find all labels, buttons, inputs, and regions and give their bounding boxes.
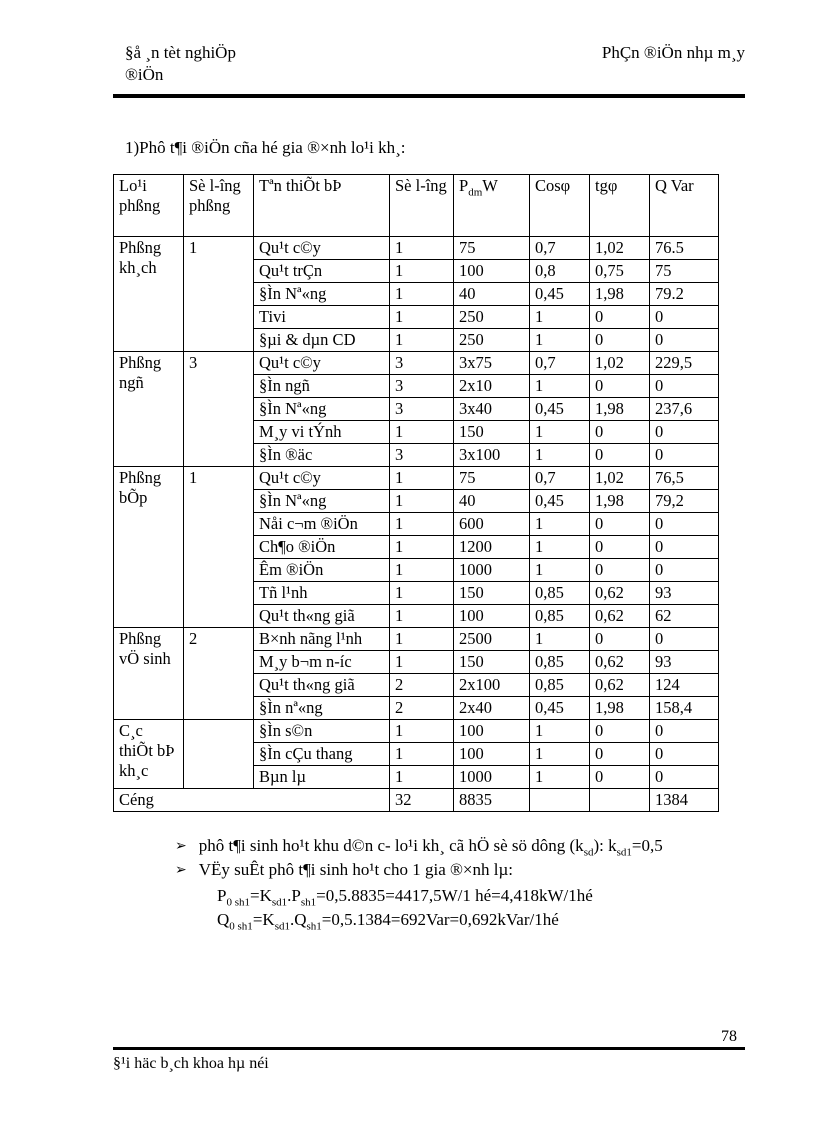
device-qty-cell: 1 (390, 605, 454, 628)
device-name-cell: Bµn lµ (254, 766, 390, 789)
col-header-room-count: Sè l-îng phßng (184, 175, 254, 237)
col-header-q: Q Var (650, 175, 719, 237)
col-header-tg: tgφ (590, 175, 650, 237)
power-cell: 100 (454, 720, 530, 743)
tg-phi-cell: 0 (590, 329, 650, 352)
cos-phi-cell: 0,85 (530, 582, 590, 605)
header-left (125, 42, 236, 86)
text-segment: Q (217, 910, 230, 929)
power-cell: 150 (454, 582, 530, 605)
tg-phi-cell: 0 (590, 375, 650, 398)
power-cell: 2x10 (454, 375, 530, 398)
subscript: sd1 (274, 920, 290, 933)
reactive-power-cell: 93 (650, 582, 719, 605)
total-reactive-cell: 1384 (650, 789, 719, 812)
header-right: PhÇn ®iÖn nhµ m¸y (601, 43, 745, 62)
header-rule (113, 94, 745, 98)
text-segment: .P (287, 886, 301, 905)
device-name-cell: Qu¹t th«ng giã (254, 605, 390, 628)
reactive-power-cell: 0 (650, 329, 719, 352)
text-segment: =0,5.8835=4417,5W/1 hé=4,418kW/1hé (316, 886, 593, 905)
cos-phi-cell: 1 (530, 375, 590, 398)
table-row (114, 467, 719, 490)
col-header-room: Lo¹i phßng (114, 175, 184, 237)
device-name-cell: Qu¹t th«ng giã (254, 674, 390, 697)
subscript: sd1 (616, 846, 632, 859)
device-name-cell: Qu¹t c©y (254, 467, 390, 490)
power-cell: 40 (454, 490, 530, 513)
subscript: sh1 (300, 896, 317, 909)
table-row (114, 720, 719, 743)
device-name-cell: M¸y b¬m n-íc (254, 651, 390, 674)
table-header-row (114, 175, 719, 237)
reactive-power-cell: 79.2 (650, 283, 719, 306)
room-count-cell: 1 (184, 237, 254, 352)
power-cell: 1000 (454, 559, 530, 582)
page-number: 78 (721, 1028, 737, 1045)
note-line-usage-factor (175, 834, 745, 858)
device-name-cell: §Ìn nª«ng (254, 697, 390, 720)
power-cell: 100 (454, 605, 530, 628)
device-qty-cell: 1 (390, 237, 454, 260)
cos-phi-cell: 0,8 (530, 260, 590, 283)
table-body (114, 237, 719, 812)
power-cell: 150 (454, 651, 530, 674)
text-segment: =K (250, 886, 272, 905)
device-name-cell: §Ìn Nª«ng (254, 490, 390, 513)
reactive-power-cell: 93 (650, 651, 719, 674)
subscript: sd (583, 846, 594, 859)
device-qty-cell: 1 (390, 513, 454, 536)
power-cell: 3x40 (454, 398, 530, 421)
subscript: 0 sh1 (226, 896, 250, 909)
power-cell: 75 (454, 237, 530, 260)
reactive-power-cell: 0 (650, 513, 719, 536)
cos-phi-cell: 1 (530, 559, 590, 582)
device-qty-cell: 1 (390, 582, 454, 605)
tg-phi-cell: 0,62 (590, 605, 650, 628)
footer-institution: §¹i häc b¸ch khoa hµ néi (113, 1055, 269, 1072)
note-text-usage-factor (199, 834, 663, 858)
power-unit: W (482, 176, 498, 195)
device-qty-cell: 3 (390, 398, 454, 421)
reactive-power-cell: 158,4 (650, 697, 719, 720)
col-header-qty: Sè l-îng (390, 175, 454, 237)
device-qty-cell: 1 (390, 329, 454, 352)
cos-phi-cell: 1 (530, 444, 590, 467)
tg-phi-cell: 1,02 (590, 467, 650, 490)
load-table (113, 174, 719, 812)
device-qty-cell: 1 (390, 651, 454, 674)
tg-phi-cell: 0,62 (590, 674, 650, 697)
cos-phi-cell: 0,45 (530, 490, 590, 513)
reactive-power-cell: 0 (650, 536, 719, 559)
tg-phi-cell: 1,02 (590, 352, 650, 375)
device-name-cell: Ch¶o ®iÖn (254, 536, 390, 559)
reactive-power-cell: 0 (650, 628, 719, 651)
tg-phi-cell: 0,62 (590, 582, 650, 605)
device-name-cell: Qu¹t trÇn (254, 260, 390, 283)
cos-phi-cell: 1 (530, 766, 590, 789)
device-name-cell: §Ìn Nª«ng (254, 283, 390, 306)
tg-phi-cell: 0 (590, 421, 650, 444)
room-cell: Phßng vÖ sinh (114, 628, 184, 720)
power-cell: 150 (454, 421, 530, 444)
device-name-cell: §µi & dµn CD (254, 329, 390, 352)
device-name-cell: §Ìn Nª«ng (254, 398, 390, 421)
tg-phi-cell: 1,98 (590, 697, 650, 720)
cos-phi-cell: 0,85 (530, 651, 590, 674)
tg-phi-cell: 0 (590, 536, 650, 559)
power-cell: 1000 (454, 766, 530, 789)
table-head (114, 175, 719, 237)
note-line-conclusion (175, 858, 745, 882)
table-total-row (114, 789, 719, 812)
reactive-power-cell: 237,6 (650, 398, 719, 421)
device-qty-cell: 1 (390, 720, 454, 743)
device-name-cell: §Ìn ngñ (254, 375, 390, 398)
cos-phi-cell: 1 (530, 421, 590, 444)
tg-phi-cell: 1,98 (590, 398, 650, 421)
reactive-power-cell: 0 (650, 444, 719, 467)
device-name-cell: Nåi c¬m ®iÖn (254, 513, 390, 536)
tg-phi-cell: 0 (590, 743, 650, 766)
power-cell: 2x40 (454, 697, 530, 720)
table-row (114, 628, 719, 651)
tg-phi-cell: 1,98 (590, 283, 650, 306)
total-qty-cell: 32 (390, 789, 454, 812)
cos-phi-cell: 1 (530, 329, 590, 352)
cos-phi-cell: 1 (530, 720, 590, 743)
power-cell: 3x75 (454, 352, 530, 375)
text-segment: phô t¶i sinh ho¹t khu d©n c- lo¹i kh¸ cã hÖ sè sö dông (k (198, 836, 584, 855)
subscript: sh1 (306, 920, 322, 933)
device-qty-cell: 1 (390, 743, 454, 766)
text-segment: P (217, 886, 227, 905)
tg-phi-cell: 0,75 (590, 260, 650, 283)
reactive-power-cell: 76.5 (650, 237, 719, 260)
cos-phi-cell: 0,45 (530, 697, 590, 720)
power-cell: 2x100 (454, 674, 530, 697)
header-left-line2: ®iÖn (125, 65, 164, 84)
formulas-block (217, 884, 745, 932)
room-cell: Phßng kh¸ch (114, 237, 184, 352)
reactive-power-cell: 76,5 (650, 467, 719, 490)
reactive-power-cell: 0 (650, 306, 719, 329)
power-cell: 75 (454, 467, 530, 490)
power-cell: 1200 (454, 536, 530, 559)
power-cell: 250 (454, 306, 530, 329)
device-qty-cell: 1 (390, 260, 454, 283)
device-qty-cell: 1 (390, 559, 454, 582)
device-qty-cell: 3 (390, 444, 454, 467)
cos-phi-cell: 0,85 (530, 605, 590, 628)
reactive-power-cell: 0 (650, 375, 719, 398)
room-cell: C¸c thiÕt bÞ kh¸c (114, 720, 184, 789)
device-name-cell: Tivi (254, 306, 390, 329)
device-qty-cell: 3 (390, 352, 454, 375)
table-row (114, 237, 719, 260)
col-header-cos: Cosφ (530, 175, 590, 237)
tg-phi-cell: 0 (590, 306, 650, 329)
reactive-power-cell: 229,5 (650, 352, 719, 375)
cos-phi-cell: 1 (530, 628, 590, 651)
cos-phi-cell: 1 (530, 743, 590, 766)
formula-p (217, 884, 745, 908)
power-cell: 40 (454, 283, 530, 306)
device-qty-cell: 1 (390, 490, 454, 513)
col-header-power (454, 175, 530, 237)
total-cos-cell (530, 789, 590, 812)
power-cell: 250 (454, 329, 530, 352)
tg-phi-cell: 0 (590, 628, 650, 651)
arrow-bullet-icon: ➢ (175, 862, 187, 878)
power-symbol: P (459, 176, 469, 195)
subscript: sd1 (271, 896, 288, 909)
room-cell: Phßng bÕp (114, 467, 184, 628)
formula-q (217, 908, 745, 932)
tg-phi-cell: 1,02 (590, 237, 650, 260)
col-header-device: Tªn thiÕt bÞ (254, 175, 390, 237)
tg-phi-cell: 0,62 (590, 651, 650, 674)
room-count-cell: 2 (184, 628, 254, 720)
device-name-cell: Êm ®iÖn (254, 559, 390, 582)
tg-phi-cell: 0 (590, 766, 650, 789)
device-name-cell: §Ìn ®äc (254, 444, 390, 467)
power-subscript: dm (468, 186, 483, 199)
table-row (114, 352, 719, 375)
room-count-cell: 3 (184, 352, 254, 467)
device-name-cell: B×nh nãng l¹nh (254, 628, 390, 651)
notes-section (175, 834, 745, 932)
text-segment: =K (252, 910, 275, 929)
text-segment: =0,5 (631, 836, 663, 855)
page-footer (113, 1028, 745, 1073)
reactive-power-cell: 75 (650, 260, 719, 283)
device-qty-cell: 1 (390, 766, 454, 789)
device-name-cell: §Ìn cÇu thang (254, 743, 390, 766)
device-name-cell: §Ìn s©n (254, 720, 390, 743)
room-count-cell: 1 (184, 467, 254, 628)
reactive-power-cell: 0 (650, 421, 719, 444)
device-qty-cell: 1 (390, 467, 454, 490)
device-name-cell: Tñ l¹nh (254, 582, 390, 605)
tg-phi-cell: 0 (590, 720, 650, 743)
device-name-cell: M¸y vi tÝnh (254, 421, 390, 444)
cos-phi-cell: 0,45 (530, 398, 590, 421)
header-left-line1: §å ¸n tèt nghiÖp (125, 43, 236, 62)
device-name-cell: Qu¹t c©y (254, 237, 390, 260)
power-cell: 600 (454, 513, 530, 536)
device-qty-cell: 1 (390, 628, 454, 651)
power-cell: 100 (454, 260, 530, 283)
reactive-power-cell: 0 (650, 766, 719, 789)
arrow-bullet-icon: ➢ (175, 838, 187, 854)
cos-phi-cell: 0,85 (530, 674, 590, 697)
tg-phi-cell: 1,98 (590, 490, 650, 513)
reactive-power-cell: 0 (650, 720, 719, 743)
tg-phi-cell: 0 (590, 559, 650, 582)
device-qty-cell: 2 (390, 674, 454, 697)
page-header (113, 42, 745, 86)
tg-phi-cell: 0 (590, 444, 650, 467)
text-segment: ): k (593, 836, 617, 855)
total-label-cell: Céng (114, 789, 390, 812)
device-qty-cell: 2 (390, 697, 454, 720)
cos-phi-cell: 0,7 (530, 237, 590, 260)
note-text-conclusion: VËy suÊt phô t¶i sinh ho¹t cho 1 gia ®×nh lµ: (198, 860, 513, 879)
room-count-cell (184, 720, 254, 789)
subscript: 0 sh1 (229, 920, 253, 933)
device-qty-cell: 1 (390, 536, 454, 559)
reactive-power-cell: 0 (650, 743, 719, 766)
reactive-power-cell: 124 (650, 674, 719, 697)
device-qty-cell: 1 (390, 421, 454, 444)
device-qty-cell: 1 (390, 306, 454, 329)
cos-phi-cell: 0,7 (530, 467, 590, 490)
device-qty-cell: 3 (390, 375, 454, 398)
total-power-cell: 8835 (454, 789, 530, 812)
cos-phi-cell: 1 (530, 536, 590, 559)
reactive-power-cell: 0 (650, 559, 719, 582)
reactive-power-cell: 79,2 (650, 490, 719, 513)
cos-phi-cell: 1 (530, 306, 590, 329)
device-qty-cell: 1 (390, 283, 454, 306)
text-segment: .Q (289, 910, 307, 929)
power-cell: 100 (454, 743, 530, 766)
cos-phi-cell: 1 (530, 513, 590, 536)
section-title: 1)Phô t¶i ®iÖn cña hé gia ®×nh lo¹i kh¸: (125, 138, 406, 157)
power-cell: 2500 (454, 628, 530, 651)
tg-phi-cell: 0 (590, 513, 650, 536)
text-segment: =0,5.1384=692Var=0,692kVar/1hé (321, 910, 559, 929)
room-cell: Phßng ngñ (114, 352, 184, 467)
power-cell: 3x100 (454, 444, 530, 467)
cos-phi-cell: 0,45 (530, 283, 590, 306)
total-tg-cell (590, 789, 650, 812)
cos-phi-cell: 0,7 (530, 352, 590, 375)
device-name-cell: Qu¹t c©y (254, 352, 390, 375)
reactive-power-cell: 62 (650, 605, 719, 628)
